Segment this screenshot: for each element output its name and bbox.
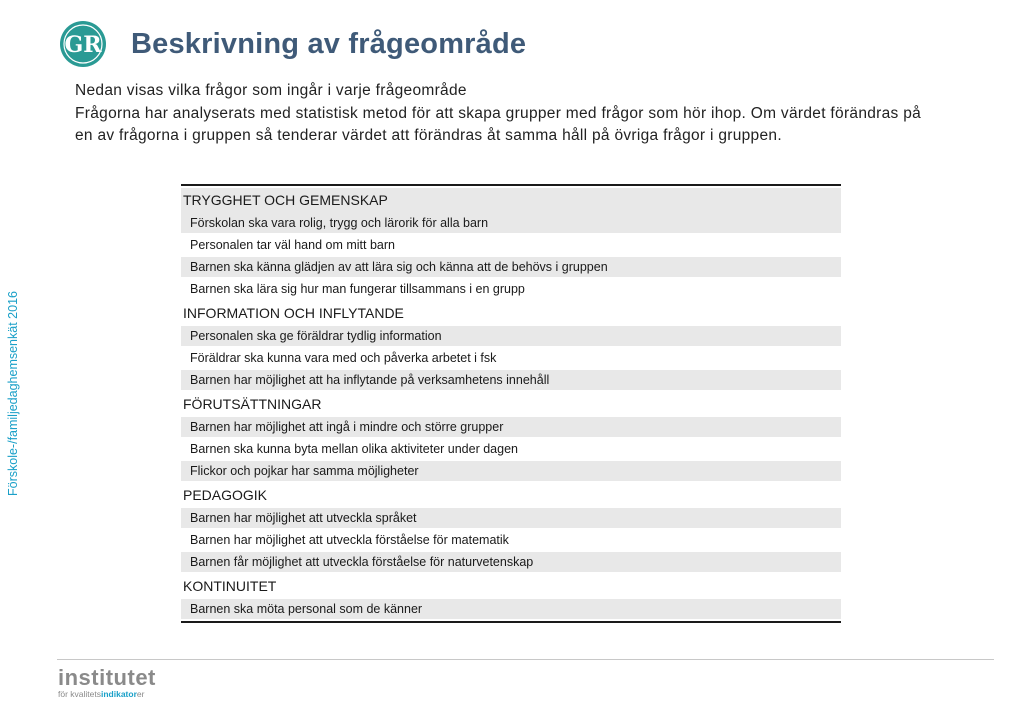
logo-text: GR (64, 32, 102, 58)
group-title: TRYGGHET OCH GEMENSKAP (181, 188, 841, 213)
group-title: KONTINUITET (183, 578, 277, 594)
footer-divider (57, 659, 994, 660)
sidebar-vertical-label (6, 20, 28, 496)
question-row: Barnen ska känna glädjen av att lära sig och känna att de behövs i gruppen (181, 257, 841, 277)
institutet-logo-sub-prefix: för kvalitets (58, 689, 101, 699)
institutet-logo (58, 667, 158, 701)
institutet-logo-sub (58, 689, 158, 699)
question-row: Förskolan ska vara rolig, trygg och lärorik för alla barn (181, 213, 841, 233)
question-row: Föräldrar ska kunna vara med och påverka arbetet i fsk (190, 351, 497, 365)
question-row: Barnen ska kunna byta mellan olika aktiviteter under dagen (190, 442, 518, 456)
question-row: Personalen tar väl hand om mitt barn (190, 238, 395, 252)
institutet-logo-sub-suffix: er (136, 689, 145, 699)
question-row: Barnen ska möta personal som de känner (181, 599, 841, 619)
group-title: INFORMATION OCH INFLYTANDE (183, 305, 404, 321)
question-row: Flickor och pojkar har samma möjligheter (181, 461, 841, 481)
question-row: Barnen har möjlighet att ingå i mindre och större grupper (181, 417, 841, 437)
page-title: Beskrivning av frågeområde (131, 28, 527, 60)
gr-logo (57, 20, 109, 68)
group-title: PEDAGOGIK (183, 487, 268, 503)
question-row: Barnen har möjlighet att utveckla språket (181, 508, 841, 528)
question-row: Barnen har möjlighet att utveckla förståelse för matematik (190, 533, 509, 547)
intro-line-1: Nedan visas vilka frågor som ingår i varje frågeområde (75, 82, 467, 99)
question-row: Barnen har möjlighet att ha inflytande på verksamhetens innehåll (181, 370, 841, 390)
question-row: Personalen ska ge föräldrar tydlig information (181, 326, 841, 346)
institutet-logo-sub-highlight: indikator (101, 689, 137, 699)
group-title: FÖRUTSÄTTNINGAR (183, 396, 322, 412)
question-row: Barnen får möjlighet att utveckla förståelse för naturvetenskap (181, 552, 841, 572)
question-areas-table (181, 184, 841, 623)
question-row: Barnen ska lära sig hur man fungerar tillsammans i en grupp (190, 282, 525, 296)
institutet-logo-main: institutet (58, 665, 156, 690)
intro-text (75, 80, 935, 148)
sidebar-label-text: Förskole-/familjedaghemsenkät 2016 (6, 291, 20, 496)
intro-line-2: Frågorna har analyserats med statistisk metod för att skapa grupper med frågor som hör ihop. Om värdet förändras på en av frågorna i gruppen så tenderar värdet att förändras åt samma håll på övriga frågor i gruppen. (75, 104, 922, 144)
